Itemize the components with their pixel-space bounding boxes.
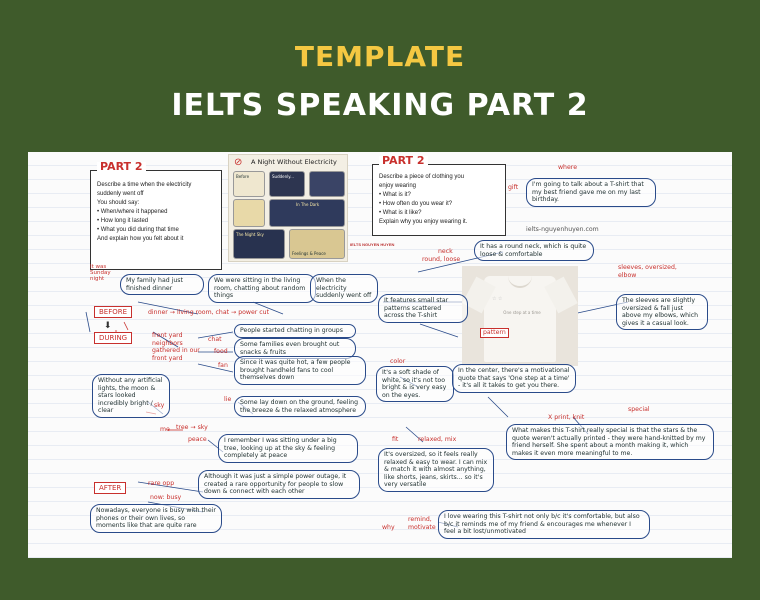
right-prompt-line: Describe a piece of clothing you xyxy=(379,174,465,180)
panel-before: Before xyxy=(233,171,265,197)
special-label: special xyxy=(628,406,650,413)
bubble-snacks: Some families even brought out snacks & fruits xyxy=(234,338,356,359)
panel-feelings: Feelings & Peace xyxy=(289,229,345,259)
bubble-neck: It has a round neck, which is quite loose & comfortable xyxy=(474,240,594,261)
left-prompt-line: And explain how you felt about it xyxy=(97,236,184,242)
bubble-fans: Since it was quite hot, a few people brought handheld fans to cool themselves down xyxy=(234,356,366,385)
during-label: DURING xyxy=(94,332,132,344)
bubble-outage: Although it was just a simple power outage, it created a rare opportunity for people to slow down & connect with each other xyxy=(198,470,360,499)
me-label: me xyxy=(160,426,170,433)
tshirt-quote: One step at a time xyxy=(503,310,541,315)
pattern-label: pattern xyxy=(480,328,509,338)
brand-logo: IELTS NGUYEN HUYEN xyxy=(350,242,395,247)
panel-gathering xyxy=(233,199,265,227)
fit-label: fit xyxy=(392,436,399,443)
remind-motivate-note: remind, motivate xyxy=(408,516,436,531)
bubble-center-quote: In the center, there's a motivational quote that says 'One step at a time' - it's all it takes to get you there. xyxy=(452,364,576,393)
website-text: ielts-nguyenhuyen.com xyxy=(526,226,599,233)
bubble-nowadays: Nowadays, everyone is busy with their phones or their own lives, so moments like that are quite rare xyxy=(90,504,222,533)
bubble-lay-down: Some lay down on the ground, feeling the breeze & the relaxed atmosphere xyxy=(234,396,366,417)
food-label: food xyxy=(214,348,228,355)
tree-sky-note: tree → sky xyxy=(176,424,208,431)
panel-suddenly: Suddenly... xyxy=(269,171,305,197)
round-loose-note: round, loose xyxy=(422,256,461,263)
fan-label: fan xyxy=(218,362,228,369)
why-label: why xyxy=(382,524,395,531)
before-label: BEFORE xyxy=(94,306,132,318)
sleeves-label: sleeves, oversized, elbow xyxy=(618,264,677,279)
lie-label: lie xyxy=(224,396,232,403)
bubble-fit: It's oversized, so it feels really relaxed & easy to wear. I can mix & match it with almost anything, like shorts, jeans, skirts... so it's very versatile xyxy=(378,448,494,492)
where-label: where xyxy=(558,164,578,171)
right-prompt-heading: PART 2 xyxy=(379,156,428,165)
left-prompt-line: You should say: xyxy=(97,200,140,206)
notes-sheet xyxy=(28,152,732,558)
ielts-speaking-heading: IELTS SPEAKING PART 2 xyxy=(171,88,589,123)
now-busy-note: now: busy xyxy=(150,494,182,501)
template-heading: TEMPLATE xyxy=(294,40,466,73)
right-prompt-line: • How often do you wear it? xyxy=(379,201,453,207)
sky-label: sky xyxy=(154,402,165,409)
bubble-special: What makes this T-shirt really special is that the stars & the quote weren't actually printed - they were hand-knitted by my friend herself. She spent about a month making it, which makes it even more meaningful to me. xyxy=(506,424,714,460)
left-prompt-line: • How long it lasted xyxy=(97,218,149,224)
left-prompt-line: suddenly went off xyxy=(97,191,144,197)
bubble-sitting: We were sitting in the living room, chatting about random things xyxy=(208,274,316,303)
bubble-color: It's a soft shade of white, so it's not too bright & is very easy on the eyes. xyxy=(376,366,454,402)
panel-in-the-dark: In The Dark xyxy=(269,199,345,227)
tshirt-photo xyxy=(462,266,578,366)
bubble-family-dinner: My family had just finished dinner xyxy=(120,274,204,295)
bubble-power-off: When the electricity suddenly went off xyxy=(310,274,378,303)
left-prompt-card xyxy=(90,160,222,270)
color-label: color xyxy=(390,358,406,365)
left-prompt-line: Describe a time when the electricity xyxy=(97,182,192,188)
illustration-caption: A Night Without Electricity xyxy=(251,158,337,166)
before-flow: dinner → living room, chat → power cut xyxy=(148,309,270,316)
right-prompt-card xyxy=(372,154,506,236)
star-pattern-icon: ☆ ☆ xyxy=(492,296,503,302)
no-bulb-icon: ⊘ xyxy=(234,157,243,168)
right-prompt-line: • What is it like? xyxy=(379,210,422,216)
panel-night-sky: The Night Sky xyxy=(233,229,285,259)
neck-label: neck xyxy=(438,248,453,255)
down-arrow-icon: ⬇ xyxy=(104,320,112,330)
bubble-remember: I remember I was sitting under a big tree, looking up at the sky & feeling completely at peace xyxy=(218,434,358,463)
right-prompt-line: • What is it? xyxy=(379,192,411,198)
relaxed-mix-note: relaxed, mix xyxy=(418,436,457,443)
bubble-why: I love wearing this T-shirt not only b/c it's comfortable, but also b/c it reminds me of my friend & encourages me whenever I feel a bit lost/unmotivated xyxy=(438,510,650,539)
left-prompt-heading: PART 2 xyxy=(97,162,146,171)
peace-label: peace xyxy=(188,436,207,443)
left-prompt-line: • When/where it happened xyxy=(97,209,168,215)
gift-label: gift xyxy=(508,184,519,191)
print-knit-label: X print, knit xyxy=(548,414,585,421)
bubble-star-patterns: It features small star patterns scattered across the T-shirt xyxy=(378,294,468,323)
right-prompt-line: Explain why you enjoy wearing it. xyxy=(379,219,468,225)
right-prompt-line: enjoy wearing xyxy=(379,183,417,189)
time-note: It was Sunday night xyxy=(90,264,111,282)
bubble-moon-stars: Without any artificial lights, the moon & stars looked incredibly bright / clear xyxy=(92,374,170,418)
night-illustration xyxy=(228,154,348,262)
after-label: AFTER xyxy=(94,482,126,494)
panel-extra xyxy=(309,171,345,197)
front-yard-note: front yard neighbors gathered in our front yard xyxy=(152,332,200,362)
chat-label: chat xyxy=(208,336,222,343)
bubble-chatting: People started chatting in groups xyxy=(234,324,356,338)
left-prompt-line: • What you did during that time xyxy=(97,227,179,233)
rare-opp-note: rare opp xyxy=(148,480,175,487)
bubble-sleeves: The sleeves are slightly oversized & fall just above my elbows, which gives it a casual look. xyxy=(616,294,708,330)
bubble-gift: I'm going to talk about a T-shirt that my best friend gave me on my last birthday. xyxy=(526,178,656,207)
